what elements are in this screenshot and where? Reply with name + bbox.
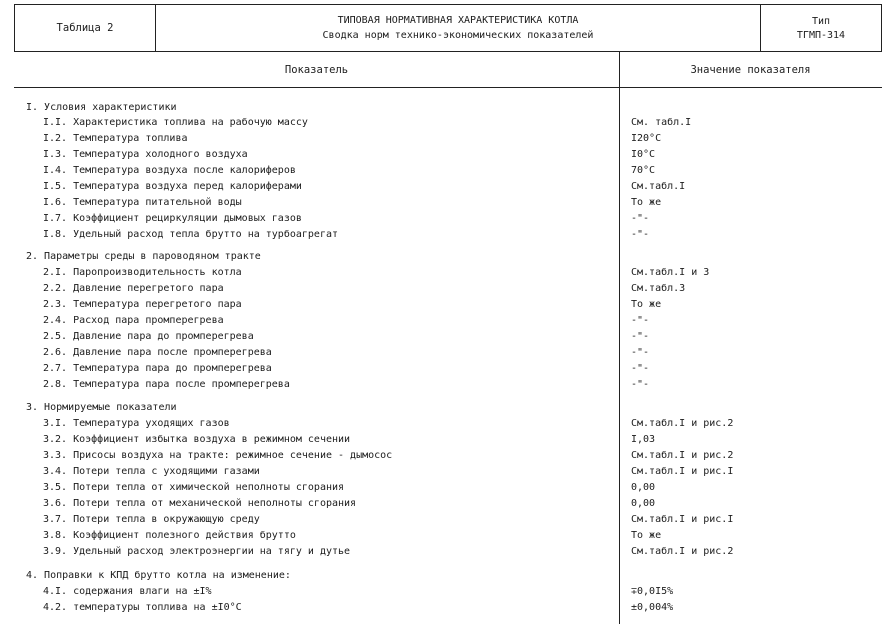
table-row xyxy=(0,131,892,146)
table-row xyxy=(0,480,892,495)
row-value: См.табл.I xyxy=(631,181,686,192)
row-label: 2.I. Паропроизводительность котла xyxy=(43,267,242,278)
table-row xyxy=(0,432,892,447)
row-label: I.2. Температура топлива xyxy=(43,133,188,144)
row-label: 3.7. Потери тепла в окружающую среду xyxy=(43,514,260,525)
table-row xyxy=(0,281,892,296)
table-row xyxy=(0,227,892,242)
row-value: См.табл.I и рис.2 xyxy=(631,418,734,429)
row-label: 2.4. Расход пара промперегрева xyxy=(43,315,224,326)
section-label: I. Условия характеристики xyxy=(26,102,177,113)
table-row xyxy=(0,496,892,511)
column-header-indicator: Показатель xyxy=(284,63,349,76)
table-row xyxy=(0,147,892,162)
row-value: -"- xyxy=(631,229,650,240)
row-value: -"- xyxy=(631,331,650,342)
section-label: 2. Параметры среды в пароводяном тракте xyxy=(26,251,261,262)
row-label: 2.5. Давление пара до промперегрева xyxy=(43,331,254,342)
row-value: ±0,004% xyxy=(631,602,674,613)
table-row xyxy=(0,297,892,312)
row-label: 3.6. Потери тепла от механической неполноты сгорания xyxy=(43,498,357,509)
row-value: -"- xyxy=(631,315,650,326)
row-value: См.табл.I и рис.2 xyxy=(631,450,734,461)
row-value: 0,00 xyxy=(631,498,656,509)
row-value: I20°C xyxy=(631,133,662,144)
row-label: 2.3. Температура перегретого пара xyxy=(43,299,242,310)
row-label: 2.7. Температура пара до промперегрева xyxy=(43,363,272,374)
row-label: I.6. Температура питательной воды xyxy=(43,197,242,208)
row-label: 3.8. Коэффициент полезного действия брутто xyxy=(43,530,296,541)
table-subtitle: Сводка норм технико-экономических показателей xyxy=(322,30,594,41)
row-label: 4.I. содержания влаги на ±I% xyxy=(43,586,212,597)
row-value: 70°C xyxy=(631,165,656,176)
type-value: ТГМП-314 xyxy=(796,30,846,41)
row-value: См. табл.I xyxy=(631,117,692,128)
section-label: 3. Нормируемые показатели xyxy=(26,402,177,413)
row-value: -"- xyxy=(631,379,650,390)
row-value: -"- xyxy=(631,347,650,358)
row-value: -"- xyxy=(631,213,650,224)
table-row xyxy=(0,544,892,559)
row-label: I.4. Температура воздуха после калориферов xyxy=(43,165,296,176)
row-value: См.табл.3 xyxy=(631,283,686,294)
row-label: 2.6. Давление пара после промперегрева xyxy=(43,347,272,358)
table-row xyxy=(0,464,892,479)
table-row xyxy=(0,313,892,328)
row-value: I0°C xyxy=(631,149,656,160)
table-row xyxy=(0,163,892,178)
table-row xyxy=(0,115,892,130)
row-label: 3.I. Температура уходящих газов xyxy=(43,418,230,429)
section-title xyxy=(0,249,892,264)
table-row xyxy=(0,179,892,194)
row-value: -"- xyxy=(631,363,650,374)
table-row xyxy=(0,448,892,463)
row-value: См.табл.I и рис.I xyxy=(631,466,734,477)
row-label: I.5. Температура воздуха перед калориферами xyxy=(43,181,302,192)
table-row xyxy=(0,512,892,527)
section-title xyxy=(0,568,892,583)
row-label: 4.2. температуры топлива на ±I0°C xyxy=(43,602,242,613)
column-header-value: Значение показателя xyxy=(690,63,811,76)
table-row xyxy=(0,416,892,431)
section-title xyxy=(0,100,892,115)
row-value: См.табл.I и рис.2 xyxy=(631,546,734,557)
table-row xyxy=(0,361,892,376)
table-row xyxy=(0,528,892,543)
row-label: I.I. Характеристика топлива на рабочую массу xyxy=(43,117,308,128)
row-label: 3.2. Коэффициент избытка воздуха в режимном сечении xyxy=(43,434,351,445)
row-value: ∓0,0I5% xyxy=(631,586,674,597)
table-title: ТИПОВАЯ НОРМАТИВНАЯ ХАРАКТЕРИСТИКА КОТЛА xyxy=(337,15,579,26)
row-value: То же xyxy=(631,197,662,208)
row-label: 3.9. Удельный расход электроэнергии на тягу и дутье xyxy=(43,546,351,557)
row-value: I,03 xyxy=(631,434,656,445)
type-label: Тип xyxy=(811,16,831,27)
table-row xyxy=(0,600,892,615)
row-value: То же xyxy=(631,530,662,541)
row-value: См.табл.I и 3 xyxy=(631,267,710,278)
row-label: I.8. Удельный расход тепла брутто на турбоагрегат xyxy=(43,229,339,240)
table-row xyxy=(0,195,892,210)
row-label: 3.4. Потери тепла с уходящими газами xyxy=(43,466,260,477)
row-label: 3.3. Присосы воздуха на тракте: режимное сечение - дымосос xyxy=(43,450,393,461)
table-row xyxy=(0,211,892,226)
table-number: Таблица 2 xyxy=(15,5,156,51)
table-row xyxy=(0,584,892,599)
row-label: 2.8. Температура пара после промперегрева xyxy=(43,379,290,390)
row-label: I.7. Коэффициент рециркуляции дымовых газов xyxy=(43,213,302,224)
row-label: 3.5. Потери тепла от химической неполноты сгорания xyxy=(43,482,345,493)
table-row xyxy=(0,265,892,280)
table-row xyxy=(0,377,892,392)
row-value: 0,00 xyxy=(631,482,656,493)
row-label: 2.2. Давление перегретого пара xyxy=(43,283,224,294)
row-value: То же xyxy=(631,299,662,310)
table-row xyxy=(0,329,892,344)
row-value: См.табл.I и рис.I xyxy=(631,514,734,525)
table-row xyxy=(0,345,892,360)
section-label: 4. Поправки к КПД брутто котла на изменение: xyxy=(26,570,291,581)
row-label: I.3. Температура холодного воздуха xyxy=(43,149,248,160)
section-title xyxy=(0,400,892,415)
